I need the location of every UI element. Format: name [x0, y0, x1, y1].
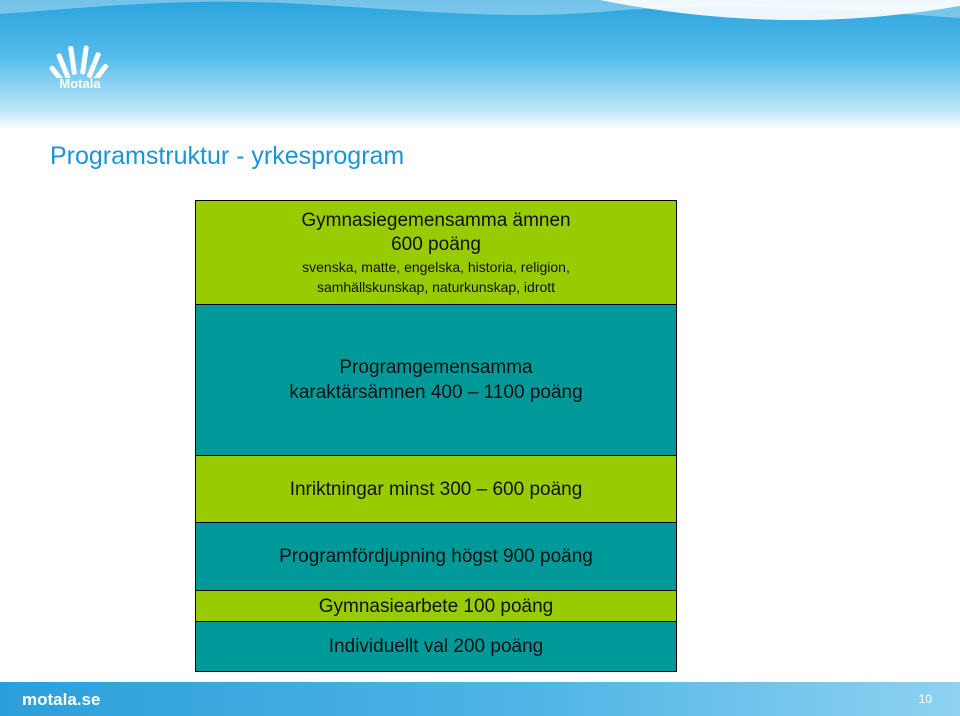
common-points: 600 poäng: [391, 233, 481, 255]
header-banner: [0, 0, 960, 130]
block-orientations: [196, 456, 676, 523]
block-diploma-project: [196, 591, 676, 622]
deepening-text: Programfördjupning högst 900 poäng: [279, 546, 593, 567]
common-title: Gymnasiegemensamma ämnen: [301, 209, 571, 231]
block-program-common: [196, 305, 676, 456]
common-subjects-line1: svenska, matte, engelska, historia, religion,: [302, 258, 570, 275]
orientations-text: Inriktningar minst 300 – 600 poäng: [289, 478, 583, 500]
block-deepening: [196, 523, 676, 591]
slide-title: Programstruktur - yrkesprogram: [50, 142, 405, 170]
wave-decoration: [0, 0, 960, 130]
sunburst-icon: [40, 38, 120, 78]
footer-brand: motala.se: [22, 690, 101, 709]
program-structure-stack: [195, 200, 677, 672]
individual-text: Individuellt val 200 poäng: [328, 636, 544, 657]
diploma-text: Gymnasiearbete 100 poäng: [318, 595, 554, 617]
page-number: 10: [918, 692, 932, 706]
common-subjects-line2: samhällskunskap, naturkunskap, idrott: [316, 278, 556, 295]
logo-text: Motala: [59, 76, 101, 91]
program-common-line2: karaktärsämnen 400 – 1100 poäng: [289, 382, 583, 403]
block-individual-choice: [196, 622, 676, 671]
program-common-line1: Programgemensamma: [339, 357, 533, 378]
block-common-subjects: [196, 201, 676, 305]
motala-logo: [40, 38, 120, 98]
footer-bar: [0, 682, 960, 716]
